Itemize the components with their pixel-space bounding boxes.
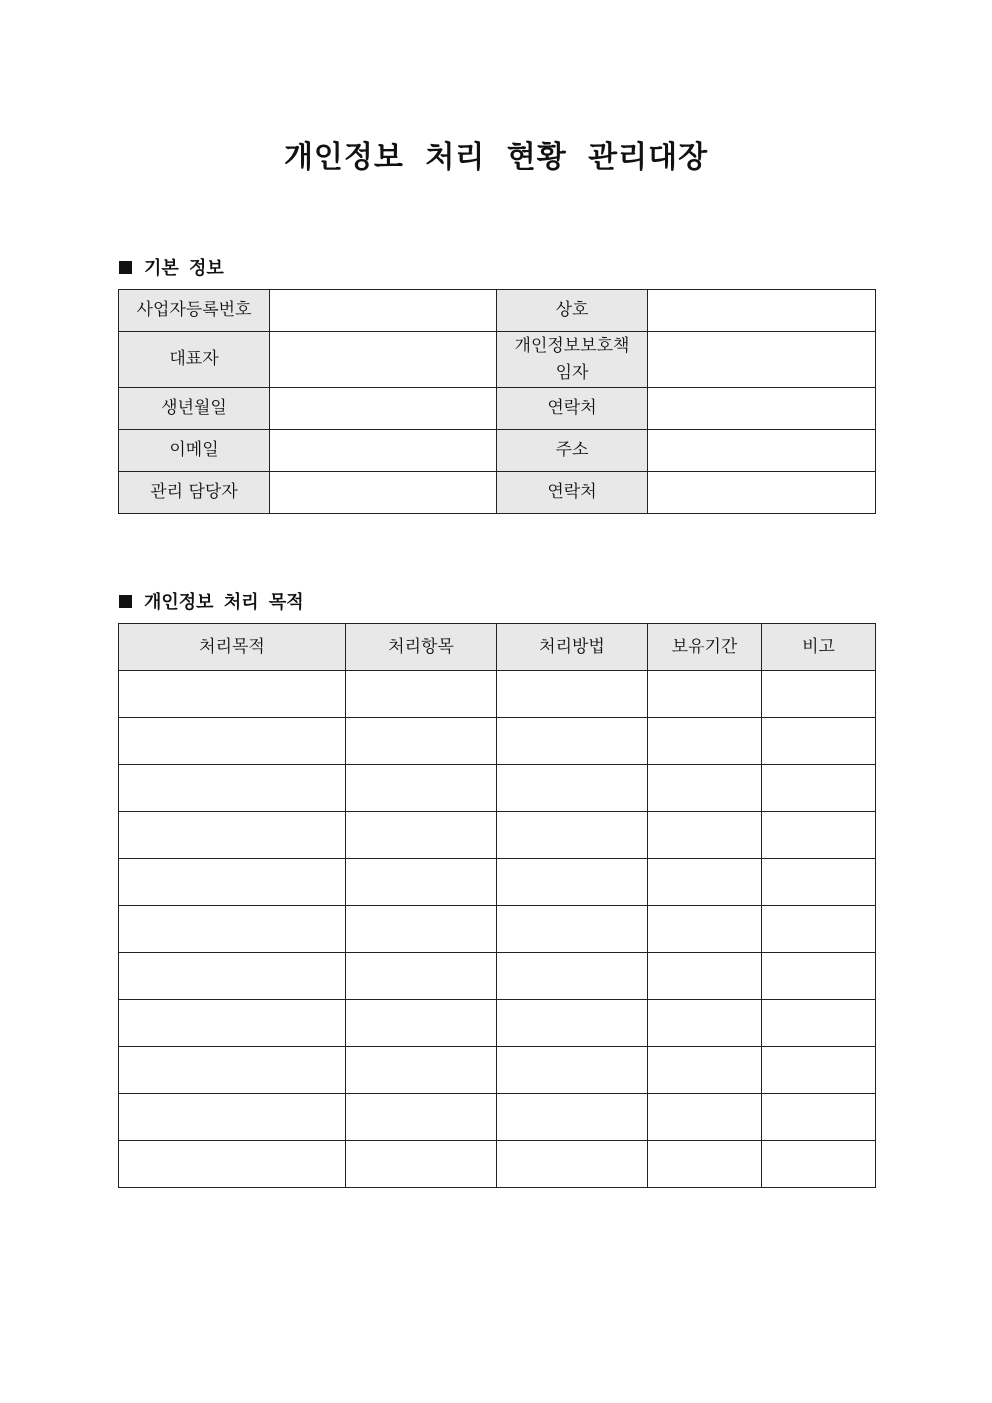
label-manager: 관리 담당자 (119, 472, 270, 514)
purpose-table-body (119, 671, 876, 1188)
label-contact: 연락처 (497, 388, 648, 430)
table-row (119, 906, 876, 953)
method-cell[interactable] (497, 765, 648, 812)
table-row (119, 1094, 876, 1141)
method-cell[interactable] (497, 906, 648, 953)
remarks-cell[interactable] (762, 718, 876, 765)
section-heading-basic-info (119, 254, 224, 280)
items-cell[interactable] (346, 906, 497, 953)
items-cell[interactable] (346, 671, 497, 718)
representative-field[interactable] (270, 332, 497, 388)
table-row (119, 290, 876, 332)
remarks-cell[interactable] (762, 1047, 876, 1094)
business-number-field[interactable] (270, 290, 497, 332)
items-cell[interactable] (346, 718, 497, 765)
section-heading-purpose (119, 588, 304, 614)
table-row (119, 812, 876, 859)
label-representative: 대표자 (119, 332, 270, 388)
table-row (119, 430, 876, 472)
purpose-cell[interactable] (119, 718, 346, 765)
table-row (119, 859, 876, 906)
label-company-name: 상호 (497, 290, 648, 332)
column-header-retention: 보유기간 (648, 624, 762, 671)
items-cell[interactable] (346, 953, 497, 1000)
label-address: 주소 (497, 430, 648, 472)
retention-cell[interactable] (648, 859, 762, 906)
square-bullet-icon (119, 261, 132, 274)
table-row (119, 765, 876, 812)
label-business-number: 사업자등록번호 (119, 290, 270, 332)
email-field[interactable] (270, 430, 497, 472)
remarks-cell[interactable] (762, 953, 876, 1000)
purpose-cell[interactable] (119, 859, 346, 906)
table-row (119, 671, 876, 718)
retention-cell[interactable] (648, 765, 762, 812)
retention-cell[interactable] (648, 1141, 762, 1188)
address-field[interactable] (648, 430, 876, 472)
remarks-cell[interactable] (762, 1141, 876, 1188)
remarks-cell[interactable] (762, 812, 876, 859)
retention-cell[interactable] (648, 1000, 762, 1047)
column-header-remarks: 비고 (762, 624, 876, 671)
items-cell[interactable] (346, 859, 497, 906)
label-email: 이메일 (119, 430, 270, 472)
birth-date-field[interactable] (270, 388, 497, 430)
column-header-items: 처리항목 (346, 624, 497, 671)
section-heading-label: 기본 정보 (144, 258, 224, 279)
purpose-table (118, 623, 876, 1188)
purpose-cell[interactable] (119, 1141, 346, 1188)
retention-cell[interactable] (648, 1047, 762, 1094)
purpose-cell[interactable] (119, 953, 346, 1000)
label-birth-date: 생년월일 (119, 388, 270, 430)
items-cell[interactable] (346, 1094, 497, 1141)
retention-cell[interactable] (648, 812, 762, 859)
remarks-cell[interactable] (762, 859, 876, 906)
retention-cell[interactable] (648, 906, 762, 953)
purpose-cell[interactable] (119, 1094, 346, 1141)
remarks-cell[interactable] (762, 906, 876, 953)
remarks-cell[interactable] (762, 1094, 876, 1141)
method-cell[interactable] (497, 953, 648, 1000)
items-cell[interactable] (346, 765, 497, 812)
table-header-row (119, 624, 876, 671)
table-row (119, 953, 876, 1000)
method-cell[interactable] (497, 859, 648, 906)
page-title: 개인정보 처리 현황 관리대장 (283, 140, 709, 175)
purpose-cell[interactable] (119, 1000, 346, 1047)
label-privacy-officer-line1: 개인정보보호책 (514, 335, 630, 356)
purpose-cell[interactable] (119, 1047, 346, 1094)
company-name-field[interactable] (648, 290, 876, 332)
method-cell[interactable] (497, 671, 648, 718)
method-cell[interactable] (497, 1141, 648, 1188)
items-cell[interactable] (346, 812, 497, 859)
purpose-cell[interactable] (119, 671, 346, 718)
retention-cell[interactable] (648, 671, 762, 718)
retention-cell[interactable] (648, 953, 762, 1000)
method-cell[interactable] (497, 1000, 648, 1047)
purpose-cell[interactable] (119, 812, 346, 859)
label-privacy-officer (497, 332, 648, 388)
column-header-method: 처리방법 (497, 624, 648, 671)
square-bullet-icon (119, 595, 132, 608)
label-manager-contact: 연락처 (497, 472, 648, 514)
label-privacy-officer-line2: 임자 (555, 362, 589, 383)
purpose-cell[interactable] (119, 906, 346, 953)
purpose-cell[interactable] (119, 765, 346, 812)
method-cell[interactable] (497, 1047, 648, 1094)
remarks-cell[interactable] (762, 765, 876, 812)
items-cell[interactable] (346, 1047, 497, 1094)
table-row (119, 472, 876, 514)
column-header-purpose: 처리목적 (119, 624, 346, 671)
method-cell[interactable] (497, 812, 648, 859)
contact-field[interactable] (648, 388, 876, 430)
table-row (119, 332, 876, 388)
retention-cell[interactable] (648, 718, 762, 765)
table-row (119, 718, 876, 765)
table-row (119, 388, 876, 430)
method-cell[interactable] (497, 1094, 648, 1141)
remarks-cell[interactable] (762, 1000, 876, 1047)
items-cell[interactable] (346, 1000, 497, 1047)
basic-info-table (118, 289, 876, 514)
method-cell[interactable] (497, 718, 648, 765)
items-cell[interactable] (346, 1141, 497, 1188)
section-heading-label: 개인정보 처리 목적 (144, 592, 304, 613)
manager-contact-field[interactable] (648, 472, 876, 514)
table-row (119, 1047, 876, 1094)
table-row (119, 1000, 876, 1047)
privacy-officer-field[interactable] (648, 332, 876, 388)
retention-cell[interactable] (648, 1094, 762, 1141)
remarks-cell[interactable] (762, 671, 876, 718)
table-row (119, 1141, 876, 1188)
manager-field[interactable] (270, 472, 497, 514)
